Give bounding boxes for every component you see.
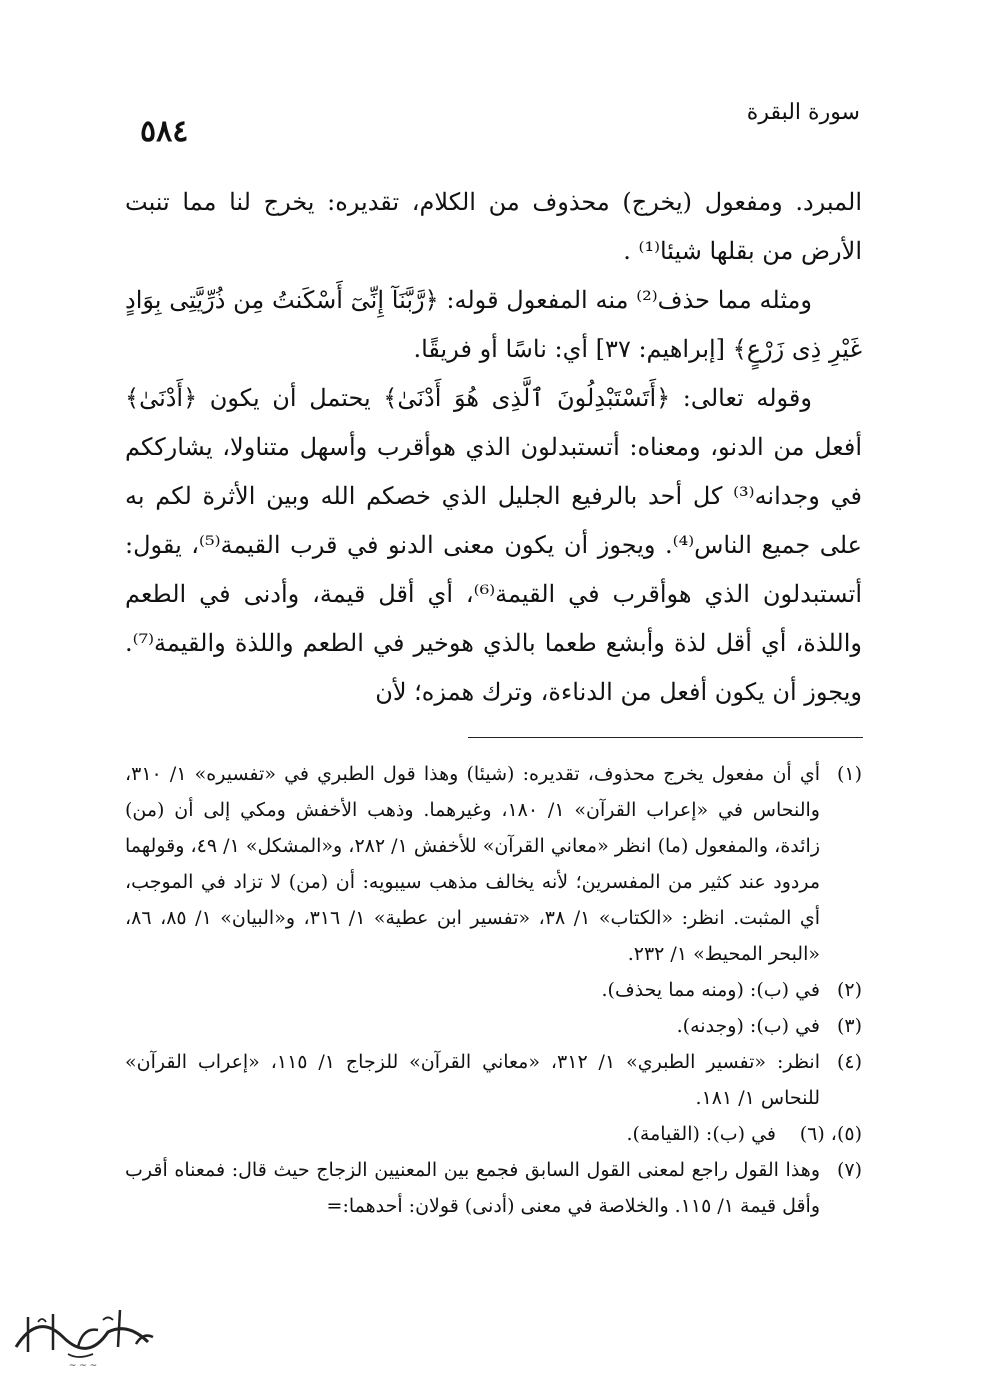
footnote-number: (٤) bbox=[836, 1051, 862, 1073]
footnotes bbox=[125, 756, 862, 1224]
page-header bbox=[140, 100, 860, 160]
footnote-number: (١) bbox=[836, 763, 862, 785]
footnote-number: (٥)، (٦) bbox=[799, 1123, 862, 1145]
footnote bbox=[125, 756, 862, 972]
paragraph: ومثله مما حذف⁽²⁾ منه المفعول قوله: ﴿رَّبَّنَآ إِنِّىٓ أَسْكَنتُ مِن ذُرِّيَّتِى بِوَادٍ غَيْرِ ذِى زَرْعٍ﴾ [إبراهيم: ٣٧] أي: ناسًا أو فريقًا. bbox=[125, 286, 862, 363]
footnote-number: (٧) bbox=[836, 1159, 862, 1181]
svg-text:~ ~ ~: ~ ~ ~ bbox=[68, 1361, 98, 1371]
footnote bbox=[125, 1008, 862, 1044]
paragraph: المبرد. ومفعول (يخرج) محذوف من الكلام، تقديره: يخرج لنا مما تنبت الأرض من بقلها شيئا⁽¹⁾ . bbox=[125, 188, 862, 265]
main-text bbox=[125, 178, 862, 717]
footnote bbox=[125, 1044, 862, 1116]
footnote-text: في (ب): (القيامة). bbox=[626, 1123, 776, 1145]
footnote-text: أي أن مفعول يخرج محذوف، تقديره: (شيئا) وهذا قول الطبري في «تفسيره» ١/ ٣١٠، والنحاس في «إعراب القرآن» ١/ ١٨٠، وغيرهما. وذهب الأخفش ومكي إلى أن (من) زائدة، والمفعول (ما) انظر «معاني القرآن» للأخفش ١/ ٢٨٢، و«المشكل» ١/ ٤٩، وقولهما مردود عند كثير من المفسرين؛ لأنه يخالف مذهب سيبويه: أن (من) لا تزاد في الموجب، أي المثبت. انظر: «الكتاب» ١/ ٣٨، «تفسير ابن عطية» ١/ ٣١٦، و«البيان» ١/ ٨٥، ٨٦، «البحر المحيط» ١/ ٢٣٢. bbox=[125, 763, 821, 965]
surah-title: سورة البقرة bbox=[746, 100, 860, 125]
footnote-text: انظر: «تفسير الطبري» ١/ ٣١٢، «معاني القرآن» للزجاج ١/ ١١٥، «إعراب القرآن» للنحاس ١/ ١٨١. bbox=[125, 1051, 820, 1109]
footnote bbox=[125, 1116, 862, 1152]
watermark-logo bbox=[8, 1292, 158, 1372]
footnote-text: في (ب): (ومنه مما يحذف). bbox=[601, 979, 820, 1001]
paragraph: وقوله تعالى: ﴿أَتَسْتَبْدِلُونَ ٱلَّذِى هُوَ أَدْنَىٰ﴾ يحتمل أن يكون ﴿أَدْنَىٰ﴾ أفعل من الدنو، ومعناه: أتستبدلون الذي هوأقرب وأسهل متناولا، يشارككم في وجدانه⁽³⁾ كل أحد بالرفيع الجليل الذي خصكم الله وبين الأثرة لكم به على جميع الناس⁽⁴⁾. ويجوز أن يكون معنى الدنو في قرب القيمة⁽⁵⁾، يقول: أتستبدلون الذي هوأقرب في القيمة⁽⁶⁾، أي أقل قيمة، وأدنى في الطعم واللذة، أي أقل لذة وأبشع طعما بالذي هوخير في الطعم واللذة والقيمة⁽⁷⁾. ويجوز أن يكون أفعل من الدناءة، وترك همزه؛ لأن bbox=[125, 384, 863, 706]
footnote bbox=[125, 972, 862, 1008]
footnote-text: وهذا القول راجع لمعنى القول السابق فجمع بين المعنيين الزجاج حيث قال: فمعناه أقرب وأقل قيمة ١/ ١١٥. والخلاصة في معنى (أدنى) قولان: أحدهما:= bbox=[125, 1159, 820, 1217]
footnote-number: (٣) bbox=[836, 1015, 862, 1037]
calligraphy-logo-icon bbox=[8, 1292, 158, 1372]
footnote-separator bbox=[468, 737, 863, 738]
footnote-text: في (ب): (وجدنه). bbox=[676, 1015, 820, 1037]
page-number: ٥٨٤ bbox=[140, 114, 189, 149]
footnote bbox=[125, 1152, 862, 1224]
footnote-number: (٢) bbox=[836, 979, 862, 1001]
